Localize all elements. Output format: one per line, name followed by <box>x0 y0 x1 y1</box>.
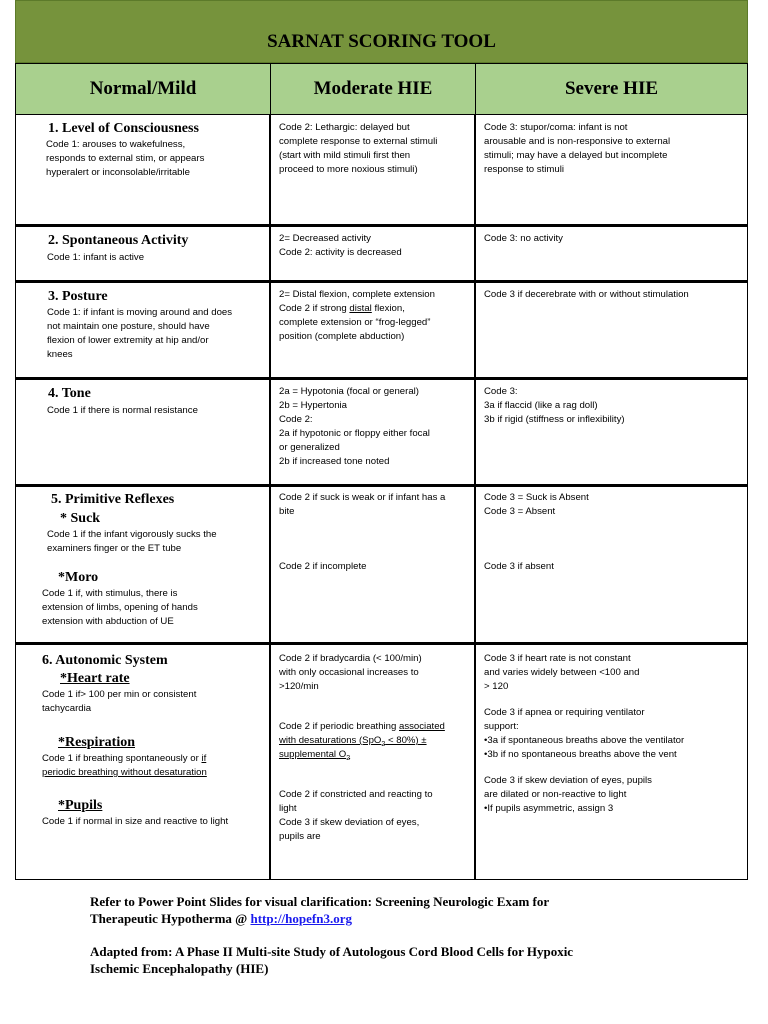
cell-text: light <box>279 803 297 814</box>
subtitle-pupils: *Pupils <box>58 798 103 813</box>
cell-text: Code 1: infant is active <box>47 252 145 263</box>
cell-text: Code 2 if incomplete <box>279 561 367 572</box>
cell-text: Code 2: <box>279 414 313 425</box>
header-normal-mild: Normal/Mild <box>15 63 271 115</box>
cell-text: 3a if flaccid (like a rag doll) <box>484 400 598 411</box>
row-title-posture: 3. Posture <box>48 289 108 304</box>
cell-text: tachycardia <box>42 703 92 714</box>
cell-text: arousable and is non-responsive to external <box>484 136 671 147</box>
cell-text: pupils are <box>279 831 321 842</box>
cell-text: •3a if spontaneous breaths above the ventilator <box>484 735 685 746</box>
subtitle-moro: *Moro <box>58 570 99 585</box>
cell-text: support: <box>484 721 519 732</box>
cell-text: Code 1 if the infant vigorously sucks the <box>47 529 217 540</box>
footer-adapted-from-2: Ischemic Encephalopathy (HIE) <box>90 961 269 976</box>
cell-text: responds to external stim, or appears <box>46 153 205 164</box>
cell-text: supplemental $O_2$ <box>279 749 351 762</box>
row-divider <box>15 377 748 380</box>
cell-text: (start with mild stimuli first then <box>279 150 411 161</box>
cell-text: Code 1: arouses to wakefulness, <box>46 139 186 150</box>
cell-text: Code 2 if strong distal flexion, <box>279 303 405 314</box>
cell-text: Code 2: Lethargic: delayed but <box>279 122 410 133</box>
cell-text: knees <box>47 349 73 360</box>
cell-text: Code 3 if heart rate is not constant <box>484 653 631 664</box>
cell-text: with only occasional increases to <box>279 667 419 678</box>
row-title-consciousness: 1. Level of Consciousness <box>48 121 199 136</box>
cell-text: Code 2 if constricted and reacting to <box>279 789 433 800</box>
cell-text: Code 2 if periodic breathing associated <box>279 721 445 732</box>
row-divider <box>15 484 748 487</box>
cell-text: with desaturations (SpO$_2$ < 80%) ± <box>279 735 427 748</box>
cell-text: •3b if no spontaneous breaths above the vent <box>484 749 677 760</box>
cell-text: bite <box>279 506 295 517</box>
cell-text: not maintain one posture, should have <box>47 321 210 332</box>
cell-text: 2= Decreased activity <box>279 233 371 244</box>
cell-text: extension with abduction of UE <box>42 616 174 627</box>
cell-text: Code 1 if normal in size and reactive to light <box>42 816 229 827</box>
cell-text: 2b if increased tone noted <box>279 456 390 467</box>
cell-text: Code 2 if suck is weak or if infant has a <box>279 492 446 503</box>
cell-text: Code 2 if bradycardia (< 100/min) <box>279 653 422 664</box>
cell-text: Code 3 if absent <box>484 561 554 572</box>
cell-text: complete extension or “frog-legged” <box>279 317 431 328</box>
cell-text: Code 3 = Suck is Absent <box>484 492 589 503</box>
subtitle-suck: * Suck <box>60 511 101 526</box>
column-divider <box>474 114 476 880</box>
cell-text: 2= Distal flexion, complete extension <box>279 289 435 300</box>
cell-text: Code 3: no activity <box>484 233 563 244</box>
cell-text: or generalized <box>279 442 340 453</box>
subtitle-respiration: *Respiration <box>58 735 135 750</box>
cell-text: Code 1 if there is normal resistance <box>47 405 198 416</box>
cell-text: Code 3 = Absent <box>484 506 556 517</box>
cell-text: Code 3: stupor/coma: infant is not <box>484 122 628 133</box>
cell-text: 2a if hypotonic or floppy either focal <box>279 428 430 439</box>
cell-text: Code 1 if breathing spontaneously or if <box>42 753 207 764</box>
cell-text: extension of limbs, opening of hands <box>42 602 198 613</box>
cell-text: Code 3 if skew deviation of eyes, pupils <box>484 775 652 786</box>
cell-text: >120/min <box>279 681 319 692</box>
cell-text: response to stimuli <box>484 164 564 175</box>
cell-text: flexion of lower extremity at hip and/or <box>47 335 209 346</box>
cell-text: Code 3: <box>484 386 518 397</box>
title-bar <box>15 0 748 63</box>
cell-text: hyperalert or inconsolable/irritable <box>46 167 190 178</box>
cell-text: and varies widely between <100 and <box>484 667 640 678</box>
row-title-activity: 2. Spontaneous Activity <box>48 233 189 248</box>
cell-text: Code 2: activity is decreased <box>279 247 402 258</box>
cell-text: position (complete abduction) <box>279 331 405 342</box>
cell-text: periodic breathing without desaturation <box>42 767 207 778</box>
subtitle-heart-rate: *Heart rate <box>60 671 130 686</box>
cell-text: are dilated or non-reactive to light <box>484 789 627 800</box>
cell-text: complete response to external stimuli <box>279 136 438 147</box>
header-severe-hie: Severe HIE <box>475 63 748 115</box>
cell-text: Code 3 if skew deviation of eyes, <box>279 817 420 828</box>
cell-text: 2a = Hypotonia (focal or general) <box>279 386 419 397</box>
document-title: SARNAT SCORING TOOL <box>267 31 496 52</box>
cell-text: Code 1: if infant is moving around and does <box>47 307 233 318</box>
cell-text: 2b = Hypertonia <box>279 400 347 411</box>
cell-text: Code 1 if, with stimulus, there is <box>42 588 178 599</box>
cell-text: examiners finger or the ET tube <box>47 543 182 554</box>
row-divider <box>15 642 748 645</box>
header-moderate-hie: Moderate HIE <box>270 63 476 115</box>
cell-text: •If pupils asymmetric, assign 3 <box>484 803 614 814</box>
footer-adapted-from: Adapted from: A Phase II Multi-site Study of Autologous Cord Blood Cells for Hypoxic <box>90 944 574 959</box>
cell-text: stimuli; may have a delayed but incomplete <box>484 150 668 161</box>
cell-text: 3b if rigid (stiffness or inflexibility) <box>484 414 625 425</box>
cell-text: proceed to more noxious stimuli) <box>279 164 418 175</box>
row-divider <box>15 280 748 283</box>
row-divider <box>15 224 748 227</box>
row-title-reflexes: 5. Primitive Reflexes <box>51 492 175 507</box>
column-divider <box>269 114 271 880</box>
cell-text: > 120 <box>484 681 509 692</box>
cell-text: Code 3 if decerebrate with or without stimulation <box>484 289 689 300</box>
row-title-tone: 4. Tone <box>48 386 91 401</box>
hopefn3-link[interactable]: http://hopefn3.org <box>250 911 352 926</box>
footer-reference-line: Refer to Power Point Slides for visual clarification: Screening Neurologic Exam for <box>90 894 550 909</box>
row-title-autonomic: 6. Autonomic System <box>42 653 168 668</box>
cell-text: Code 1 if> 100 per min or consistent <box>42 689 197 700</box>
cell-text: Code 3 if apnea or requiring ventilator <box>484 707 645 718</box>
footer-reference-line-2: Therapeutic Hypotherma @ http://hopefn3.org <box>90 911 352 926</box>
